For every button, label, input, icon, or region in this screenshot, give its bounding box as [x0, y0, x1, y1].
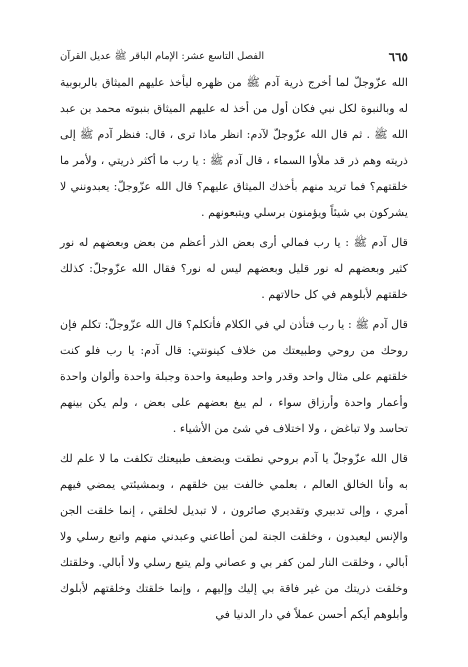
body-text — [60, 70, 408, 632]
page-header — [60, 44, 408, 64]
paragraph: قال آدم ﷺ : يا رب فمالي أرى بعض الذر أعظم من بعض وبعضهم له نور كثير وبعضهم له نور قليل وبعضهم ليس له نور؟ فقال الله عزّوجلّ: كذلك خلقتهم لأبلوهم في كل حالاتهم . — [60, 236, 408, 301]
running-title: الفصل التاسع عشر: الإمام الباقر ﷺ عديل القرآن — [60, 51, 265, 62]
page-number: ٦٦٥ — [388, 50, 408, 64]
paragraph: الله عزّوجلّ لما أخرج ذرية آدم ﷺ من ظهره ليأخذ عليهم الميثاق بالربوبية له وبالنبوة لكل نبي فكان أول من أخذ له عليهم الميثاق بنبوته محمد بن عبد الله ﷺ . ثم قال الله عزّوجلّ لآدم: انظر ماذا ترى ، قال: فنظر آدم ﷺ إلى ذريته وهم ذر قد ملأوا السماء ، قال آدم ﷺ : يا رب ما أكثر ذريتي ، ولأمر ما خلقتهم؟ فما تريد منهم بأخذك الميثاق عليهم؟ قال الله عزّوجلّ: يعبدونني لا يشركون بي شيئاً ويؤمنون برسلي ويتبعونهم . — [60, 76, 408, 219]
paragraph: قال الله عزّوجلّ يا آدم بروحي نطقت وبضعف طبيعتك تكلفت ما لا علم لك به وأنا الخالق العالم ، بعلمي خالفت بين خلقهم ، وبمشيئتي يمضي فيهم أمري ، وإلى تدبيري وتقديري صائرون ، لا تبديل لخلقي ، إنما خلقت الجن والإنس ليعبدون ، وخلقت الجنة لمن أطاعني وعبدني منهم واتبع رسلي ولا أبالي ، وخلقت النار لمن كفر بي و عصاني ولم يتبع رسلي ولا أبالي. وخلقتك وخلقت ذريتك من غير فاقة بي إليك وإليهم ، وإنما خلقتك وخلقتهم لأبلوك وأبلوهم أيكم أحسن عملاً في دار الدنيا في — [60, 452, 408, 621]
paragraph: قال آدم ﷺ : يا رب فتأذن لي في الكلام فأتكلم؟ قال الله عزّوجلّ: تكلم فإن روحك من روحي وطبيعتك من خلاف كينونتي: قال آدم: يا رب فلو كنت خلقتهم على مثال واحد وقدر واحد وطبيعة واحدة وجبلة واحدة وألوان واحدة وأعمار واحدة وأرزاق سواء ، لم يبغ بعضهم على بعض ، ولم يكن بينهم تحاسد ولا تباغض ، ولا اختلاف في شئ من الأشياء . — [60, 318, 408, 435]
